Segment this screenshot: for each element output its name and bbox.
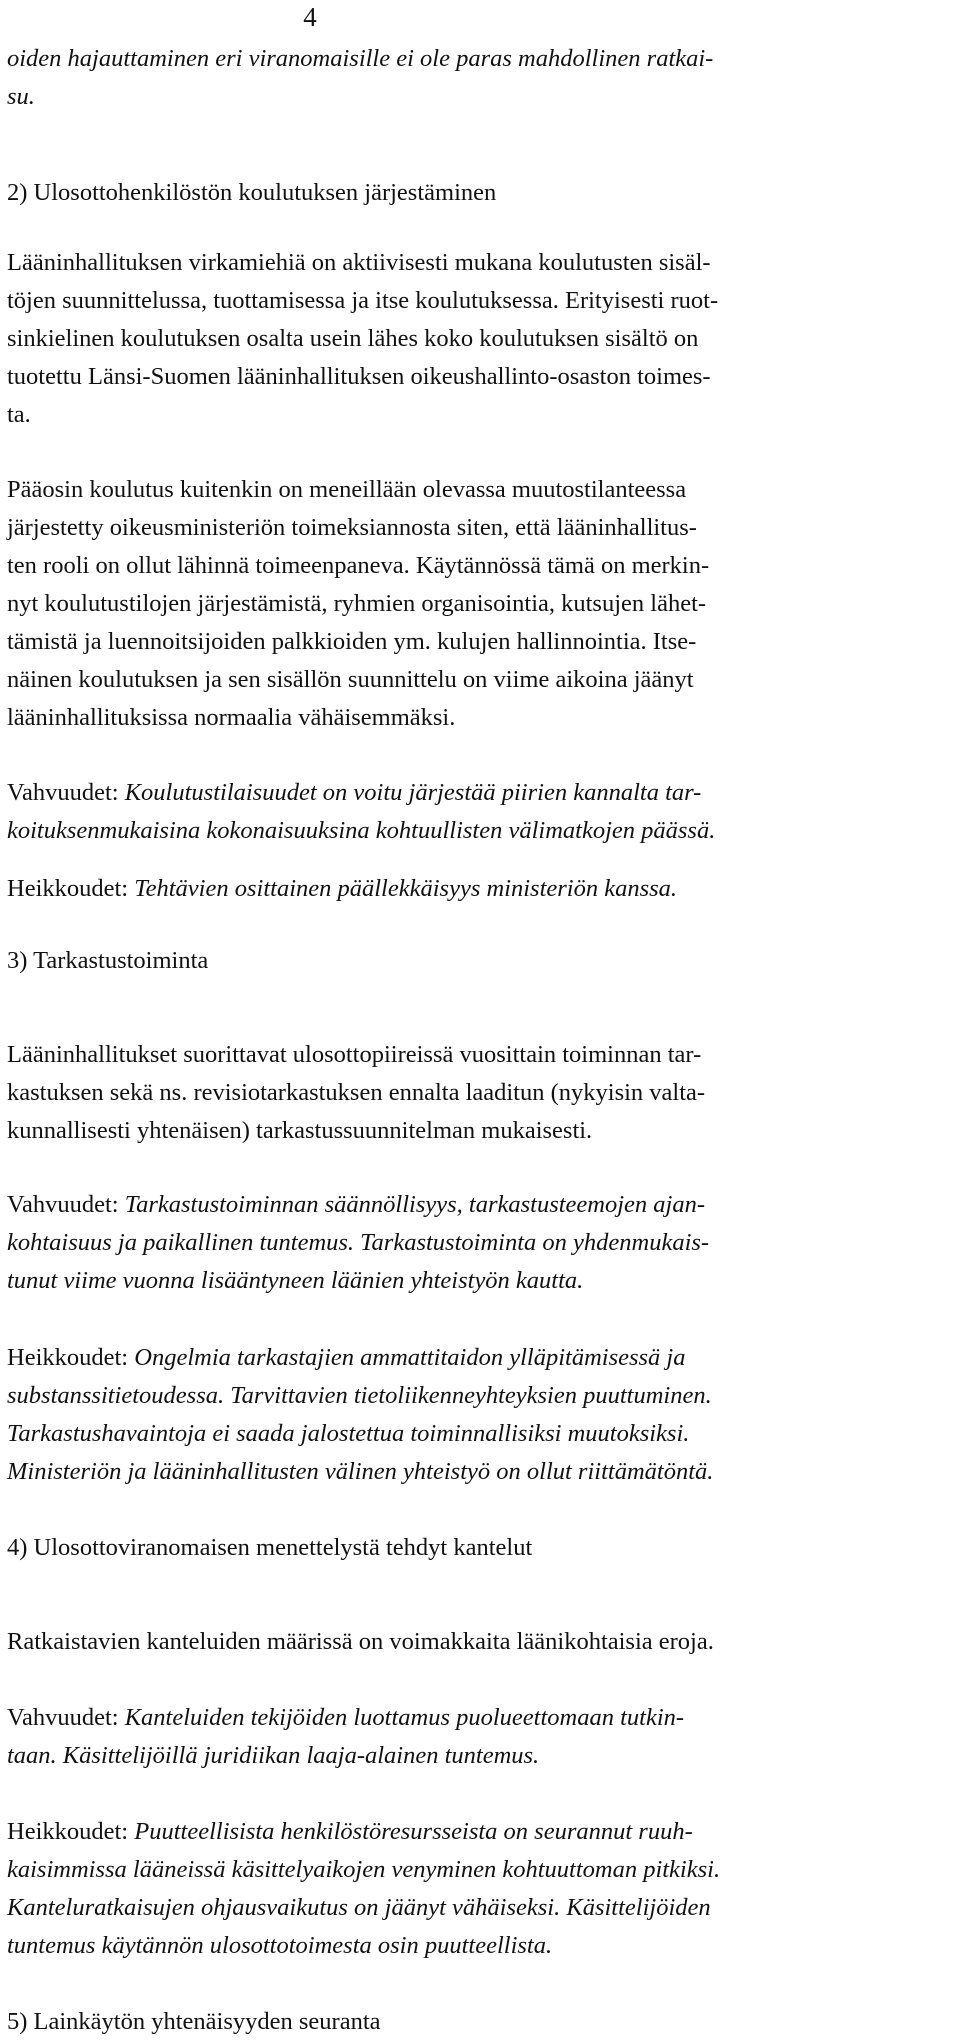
text-line: taan. Käsittelijöillä juridiikan laaja-alainen tuntemus. bbox=[7, 1742, 540, 1769]
text-line: oiden hajauttaminen eri viranomaisille ei ole paras mahdollinen ratkai- bbox=[7, 45, 714, 72]
text-line: kastuksen sekä ns. revisiotarkastuksen ennalta laaditun (nykyisin valta- bbox=[7, 1079, 706, 1106]
text-line: 5) Lainkäytön yhtenäisyyden seuranta bbox=[7, 2008, 381, 2035]
line-text: Ongelmia tarkastajien ammattitaidon ylläpitämisessä ja bbox=[134, 1344, 686, 1371]
paragraph bbox=[7, 1186, 709, 1300]
weaknesses-label: Heikkoudet: bbox=[7, 1344, 135, 1371]
line-text: Tarkastustoiminnan säännöllisyys, tarkastusteemojen ajan- bbox=[124, 1191, 706, 1218]
text-line: nyt koulutustilojen järjestämistä, ryhmien organisointia, kutsujen lähet- bbox=[7, 590, 707, 617]
paragraph bbox=[7, 471, 709, 737]
paragraph bbox=[7, 870, 677, 908]
text-line: Lääninhallituksen virkamiehiä on aktiivisesti mukana koulutusten sisäl- bbox=[7, 249, 711, 276]
text-line: 3) Tarkastustoiminta bbox=[7, 947, 209, 974]
text-line: lääninhallituksissa normaalia vähäisemmäksi. bbox=[7, 704, 456, 731]
line-text: Koulutustilaisuudet on voitu järjestää piirien kannalta tar- bbox=[124, 779, 702, 806]
text-line: Tarkastushavaintoja ei saada jalostettua toiminnallisiksi muutoksiksi. bbox=[7, 1420, 690, 1447]
text-line: tuotettu Länsi-Suomen lääninhallituksen oikeushallinto-osaston toimes- bbox=[7, 363, 711, 390]
paragraph bbox=[7, 1036, 705, 1150]
paragraph bbox=[7, 1813, 720, 1965]
text-line: Lääninhallitukset suorittavat ulosottopiireissä vuosittain toiminnan tar- bbox=[7, 1041, 702, 1068]
text-line: tunut viime vuonna lisääntyneen läänien yhteistyön kautta. bbox=[7, 1267, 584, 1294]
text-line: kohtaisuus ja paikallinen tuntemus. Tarkastustoiminta on yhdenmukais- bbox=[7, 1229, 710, 1256]
line-text: Puutteellisista henkilöstöresursseista on seurannut ruuh- bbox=[134, 1818, 693, 1845]
text-line: Kanteluratkaisujen ohjausvaikutus on jäänyt vähäiseksi. Käsittelijöiden bbox=[7, 1894, 711, 1921]
text-line bbox=[7, 1699, 684, 1737]
text-line: substanssitietoudessa. Tarvittavien tietoliikenneyhteyksien puuttuminen. bbox=[7, 1382, 712, 1409]
text-line: Pääosin koulutus kuitenkin on meneillään olevassa muutostilanteessa bbox=[7, 476, 687, 503]
paragraph bbox=[7, 1339, 713, 1491]
strengths-label: Vahvuudet: bbox=[7, 779, 125, 806]
text-line: tuntemus käytännön ulosottotoimesta osin puutteellista. bbox=[7, 1932, 553, 1959]
text-line: sinkielinen koulutuksen osalta usein lähes koko koulutuksen sisältö on bbox=[7, 325, 699, 352]
text-line: ta. bbox=[7, 401, 31, 428]
paragraph bbox=[7, 1699, 684, 1775]
weaknesses-label: Heikkoudet: bbox=[7, 1818, 135, 1845]
text-line: 4) Ulosottoviranomaisen menettelystä tehdyt kantelut bbox=[7, 1534, 533, 1561]
text-line bbox=[7, 870, 677, 908]
text-line: ten rooli on ollut lähinnä toimeenpaneva. Käytännössä tämä on merkin- bbox=[7, 552, 710, 579]
weaknesses-label: Heikkoudet: bbox=[7, 875, 135, 902]
text-line: tämistä ja luennoitsijoiden palkkioiden ym. kulujen hallinnointia. Itse- bbox=[7, 628, 697, 655]
section-heading bbox=[7, 2003, 381, 2041]
text-line: järjestetty oikeusministeriön toimeksiannosta siten, että lääninhallitus- bbox=[7, 514, 697, 541]
section-heading bbox=[7, 942, 208, 980]
paragraph bbox=[7, 1623, 714, 1661]
section-heading bbox=[7, 1529, 532, 1567]
text-line bbox=[7, 1186, 709, 1224]
text-line: su. bbox=[7, 83, 35, 110]
text-line bbox=[7, 1339, 713, 1377]
text-line: koituksenmukaisina kokonaisuuksina kohtuullisten välimatkojen päässä. bbox=[7, 817, 716, 844]
text-line: 2) Ulosottohenkilöstön koulutuksen järjestäminen bbox=[7, 179, 497, 206]
line-text: Kanteluiden tekijöiden luottamus puolueettomaan tutkin- bbox=[124, 1704, 685, 1731]
text-line: kunnallisesti yhtenäisen) tarkastussuunnitelman mukaisesti. bbox=[7, 1117, 593, 1144]
strengths-label: Vahvuudet: bbox=[7, 1191, 125, 1218]
page-number: 4 bbox=[303, 2, 317, 32]
text-line bbox=[7, 1813, 720, 1851]
line-text: Tehtävien osittainen päällekkäisyys ministeriön kanssa. bbox=[134, 875, 678, 902]
text-line: näinen koulutuksen ja sen sisällön suunnittelu on viime aikoina jäänyt bbox=[7, 666, 694, 693]
paragraph bbox=[7, 774, 715, 850]
paragraph bbox=[7, 244, 718, 434]
text-line bbox=[7, 774, 715, 812]
strengths-label: Vahvuudet: bbox=[7, 1704, 125, 1731]
paragraph bbox=[7, 40, 713, 116]
text-line: töjen suunnittelussa, tuottamisessa ja itse koulutuksessa. Erityisesti ruot- bbox=[7, 287, 719, 314]
text-line: Ratkaistavien kanteluiden määrissä on voimakkaita läänikohtaisia eroja. bbox=[7, 1628, 714, 1655]
section-heading bbox=[7, 174, 496, 212]
text-line: Ministeriön ja lääninhallitusten välinen yhteistyö on ollut riittämätöntä. bbox=[7, 1458, 714, 1485]
text-line: kaisimmissa lääneissä käsittelyaikojen venyminen kohtuuttoman pitkiksi. bbox=[7, 1856, 721, 1883]
